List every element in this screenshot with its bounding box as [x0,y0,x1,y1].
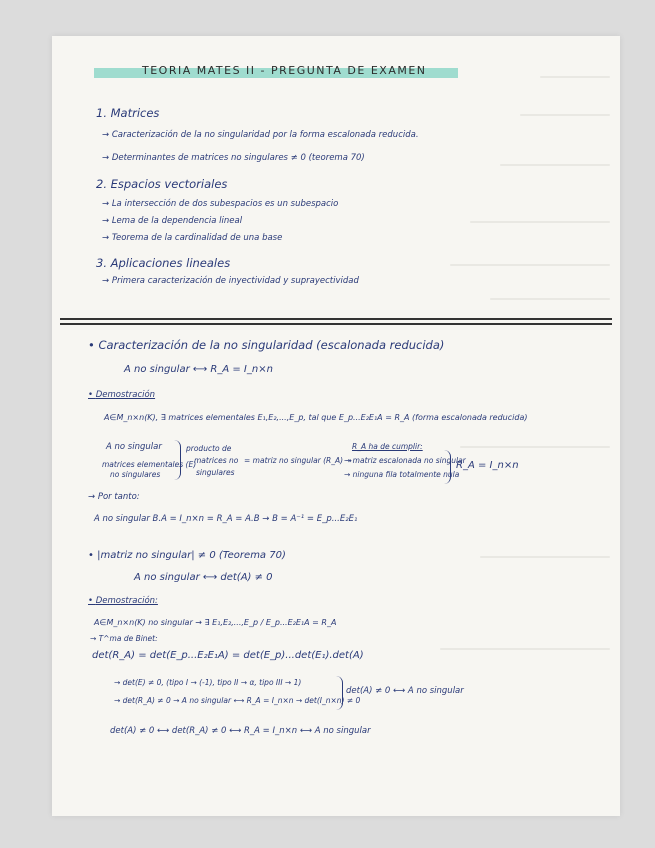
index-heading-1: 1. Matrices [96,106,160,120]
proof-result: det(A) ≠ 0 ⟷ A no singular [346,686,464,696]
bleed-through-line [480,556,610,558]
demo-label [88,596,158,606]
index-item: → Teorema de la cardinalidad de una base [102,233,283,243]
index-item: → Lema de la dependencia lineal [102,216,243,226]
bullet-icon: • [88,390,94,400]
bleed-through-line [500,164,610,166]
proof-conclusion: det(A) ≠ 0 ⟷ det(R_A) ≠ 0 ⟷ R_A = I_n×n ⟷ A no singular [110,726,371,736]
proof-text: = matriz no singular (R_A) → [244,456,352,465]
index-item: → Determinantes de matrices no singulares ≠ 0 (teorema 70) [102,153,365,163]
proof-line: det(R_A) = det(E_p...E₂E₁A) = det(E_p)...det(E₁).det(A) [92,650,364,661]
bleed-through-line [440,648,610,650]
section-heading [88,550,286,561]
proof-text: matrices elementales (E) [102,460,197,469]
bleed-through-line [540,76,610,78]
demo-label [88,390,155,400]
index-item: → Primera caracterización de inyectividad y suprayectividad [102,276,359,286]
section-heading-text: Caracterización de la no singularidad (escalonada reducida) [98,338,445,352]
proof-text: R_A ha de cumplir: [352,442,423,451]
bullet-icon: • [88,550,94,561]
proof-text: → det(E) ≠ 0, (tipo I → (-1), tipo II → α, tipo III → 1) [114,678,302,687]
section-heading-text: |matriz no singular| ≠ 0 (Teorema 70) [97,550,286,561]
bleed-through-line [520,114,610,116]
index-heading-3: 3. Aplicaciones lineales [96,256,231,270]
proof-line: A∈M_n×n(K), ∃ matrices elementales E₁,E₂,...,E_p, tal que E_p...E₂E₁A = R_A (forma escalonada reducida) [104,413,528,422]
proof-text: A no singular [106,442,162,452]
index-heading-2: 2. Espacios vectoriales [96,177,228,191]
proof-text: → ninguna fila totalmente nula [344,470,460,479]
proof-line: A∈M_n×n(K) no singular → ∃ E₁,E₂,...,E_p / E_p...E₂E₁A = R_A [94,618,337,627]
proof-text: → det(R_A) ≠ 0 → A no singular ⟷ R_A = I_n×n → det(I_n×n) ≠ 0 [114,696,361,705]
proof-text: matrices no [194,456,239,465]
proof-text: singulares [196,468,235,477]
bleed-through-line [460,446,610,448]
index-item: → Caracterización de la no singularidad por la forma escalonada reducida. [102,130,419,140]
bleed-through-line [450,264,610,266]
proof-result: R_A = I_n×n [456,460,519,471]
proof-text: → matriz escalonada no singular [344,456,466,465]
proof-text: producto de [186,444,232,453]
bullet-icon: • [88,596,94,606]
brace [174,440,181,480]
separator-line [60,323,612,325]
separator-line [60,318,612,320]
demo-label-text: Demostración: [95,596,158,606]
notebook-page [52,36,620,816]
bleed-through-line [490,298,610,300]
theorem-statement: A no singular ⟷ R_A = I_n×n [124,364,273,375]
theorem-statement: A no singular ⟷ det(A) ≠ 0 [134,572,273,583]
bullet-icon: • [88,338,95,352]
index-item: → La intersección de dos subespacios es un subespacio [102,199,339,209]
section-heading [88,338,444,352]
demo-label-text: Demostración [95,390,156,400]
brace [336,676,343,710]
proof-conclusion: A no singular B.A = I_n×n = R_A = A.B → B = A⁻¹ = E_p...E₂E₁ [94,514,358,524]
proof-text: → Por tanto: [88,492,140,502]
proof-text: no singulares [110,470,161,479]
proof-text: → T^ma de Binet: [90,634,158,643]
bleed-through-line [470,221,610,223]
page-title: TEORIA MATES II - PREGUNTA DE EXAMEN [142,64,427,77]
brace [444,450,451,484]
